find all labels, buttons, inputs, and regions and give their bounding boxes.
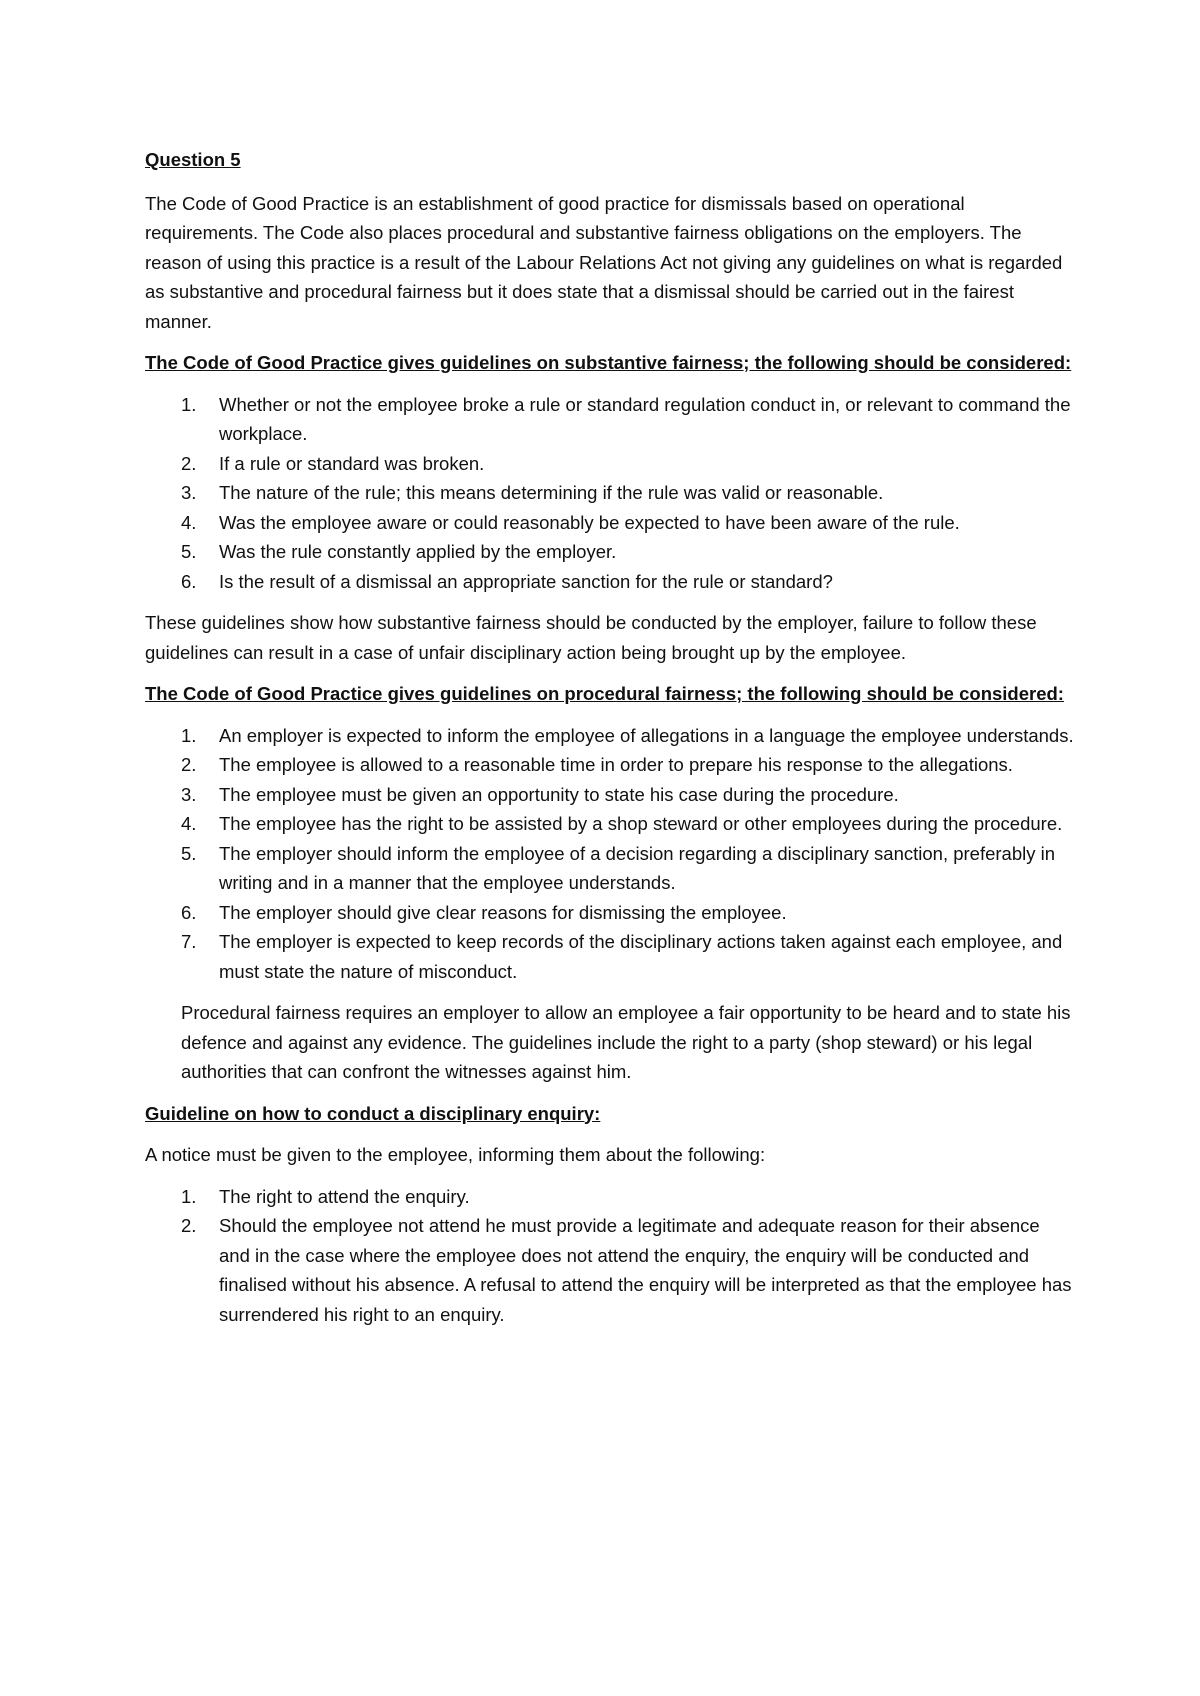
list-text: Was the employee aware or could reasonably be expected to have been aware of the rule. (219, 511, 960, 533)
list-number: 5. (181, 541, 197, 562)
list-item (145, 508, 1075, 538)
enquiry-heading: Guideline on how to conduct a disciplinary enquiry: (145, 1102, 601, 1124)
procedural-list (145, 721, 1075, 987)
list-item (145, 1211, 1075, 1329)
list-number: 1. (181, 724, 197, 746)
list-text: Was the rule constantly applied by the employer. (219, 541, 617, 562)
list-text: The employee has the right to be assisted by a shop steward or other employees during the procedure. (219, 813, 1063, 834)
list-number: 1. (181, 1185, 197, 1207)
list-item (145, 750, 1075, 780)
list-text: Whether or not the employee broke a rule or standard regulation conduct in, or relevant to command the workplace. (219, 393, 1071, 444)
substantive-conclusion: These guidelines show how substantive fairness should be conducted by the employer, failure to follow these guidelines can result in a case of unfair disciplinary action being brought up by the employee. (145, 612, 1037, 663)
list-text: The employer should give clear reasons for dismissing the employee. (219, 901, 787, 923)
list-number: 4. (181, 511, 197, 533)
list-number: 1. (181, 393, 197, 415)
list-number: 5. (181, 842, 197, 864)
list-text: The employer should inform the employee of a decision regarding a disciplinary sanction, preferably in writing and in a manner that the employee understands. (219, 842, 1056, 893)
document-body (145, 145, 1075, 1341)
list-number: 3. (181, 482, 197, 503)
list-text: Should the employee not attend he must provide a legitimate and adequate reason for their absence and in the case where the employee does not attend the enquiry, the enquiry will be conducted and finalised without his absence. A refusal to attend the enquiry will be interpreted as that the employee has surrendered his right to an enquiry. (219, 1215, 1072, 1325)
substantive-list (145, 390, 1075, 597)
enquiry-list (145, 1182, 1075, 1330)
list-item (145, 839, 1075, 898)
procedural-heading: The Code of Good Practice gives guidelines on procedural fairness; the following should be considered: (145, 683, 1064, 704)
list-number: 6. (181, 901, 197, 923)
list-item (145, 390, 1075, 449)
list-text: The nature of the rule; this means determining if the rule was valid or reasonable. (219, 482, 884, 503)
enquiry-notice: A notice must be given to the employee, informing them about the following: (145, 1144, 766, 1165)
list-item (145, 478, 1075, 508)
list-item (145, 809, 1075, 839)
list-number: 4. (181, 813, 197, 834)
list-text: The employee is allowed to a reasonable time in order to prepare his response to the allegations. (219, 754, 1013, 775)
list-number: 2. (181, 452, 197, 474)
list-text: The employee must be given an opportunity to state his case during the procedure. (219, 783, 899, 805)
list-text: An employer is expected to inform the employee of allegations in a language the employee understands. (219, 724, 1074, 746)
list-item (145, 567, 1075, 597)
list-number: 2. (181, 754, 197, 775)
list-number: 2. (181, 1215, 197, 1236)
list-number: 6. (181, 570, 197, 592)
list-text: The employer is expected to keep records of the disciplinary actions taken against each employee, and must state the nature of misconduct. (219, 931, 1063, 982)
page-title: Question 5 (145, 149, 241, 170)
intro-paragraph: The Code of Good Practice is an establishment of good practice for dismissals based on operational requirements. The Code also places procedural and substantive fairness obligations on the employers. The reason of using this practice is a result of the Labour Relations Act not giving any guidelines on what is regarded as substantive and procedural fairness but it does state that a dismissal should be carried out in the fairest manner. (145, 192, 1063, 332)
list-item (145, 449, 1075, 479)
list-item (145, 721, 1075, 751)
list-item (145, 927, 1075, 986)
list-number: 3. (181, 783, 197, 805)
list-text: The right to attend the enquiry. (219, 1185, 470, 1207)
list-item (145, 537, 1075, 567)
procedural-conclusion: Procedural fairness requires an employer to allow an employee a fair opportunity to be heard and to state his defence and against any evidence. The guidelines include the right to a party (shop steward) or his legal authorities that can confront the witnesses against him. (181, 1002, 1071, 1082)
list-item (145, 1182, 1075, 1212)
list-text: If a rule or standard was broken. (219, 452, 485, 474)
list-text: Is the result of a dismissal an appropriate sanction for the rule or standard? (219, 570, 833, 592)
list-item (145, 898, 1075, 928)
substantive-heading: The Code of Good Practice gives guidelines on substantive fairness; the following should be considered: (145, 352, 1072, 373)
list-number: 7. (181, 931, 197, 952)
list-item (145, 780, 1075, 810)
